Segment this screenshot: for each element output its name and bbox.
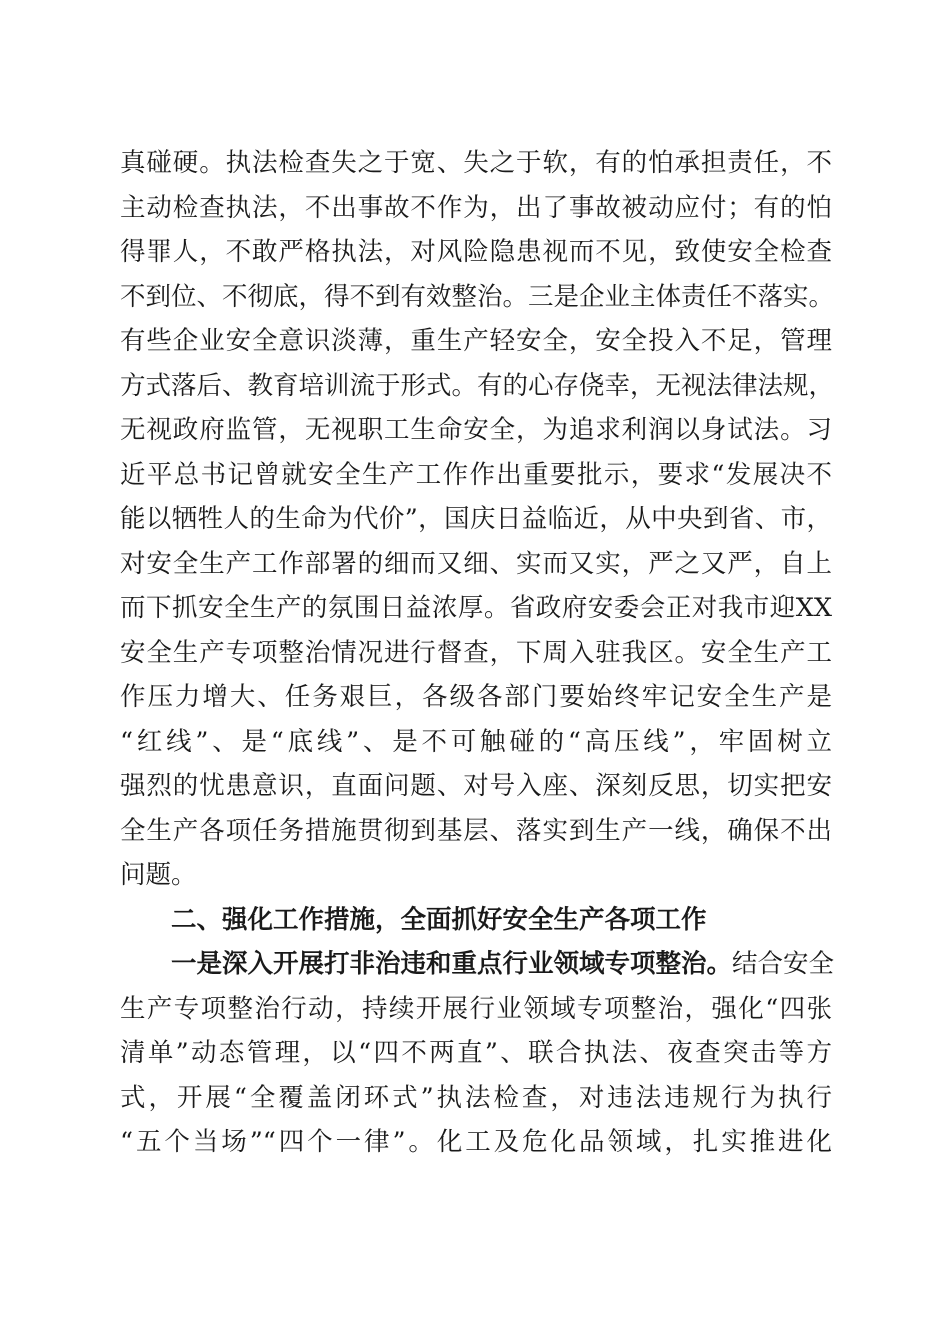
text-line: 强烈的忧患意识，直面问题、对号入座、深刻反思，切实把安 bbox=[120, 771, 832, 801]
text-line: 问题。 bbox=[120, 860, 197, 890]
text-line-first bbox=[120, 942, 835, 987]
text-line: “五个当场”“四个一律”。化工及危化品领域，扎实推进化 bbox=[120, 1127, 832, 1157]
text-line: 方式落后、教育培训流于形式。有的心存侥幸，无视法律法规， bbox=[120, 370, 835, 401]
document-body bbox=[120, 141, 835, 1165]
text-line: 无视政府监管，无视职工生命安全，为追求利润以身试法。习 bbox=[120, 415, 832, 445]
text-line: 清单”动态管理，以“四不两直”、联合执法、夜查突击等方 bbox=[120, 1038, 832, 1068]
text-line: 生产专项整治行动，持续开展行业领域专项整治，强化“四张 bbox=[120, 993, 832, 1024]
text-line: 安全生产专项整治情况进行督查，下周入驻我区。安全生产工 bbox=[120, 637, 832, 668]
text-line: “红线”、是“底线”、是不可触碰的“高压线”，牢固树立 bbox=[120, 726, 832, 757]
paragraph-section-2 bbox=[120, 942, 835, 1165]
text-line: 近平总书记曾就安全生产工作作出重要批示，要求“发展决不 bbox=[120, 459, 832, 490]
text-line: 主动检查执法，不出事故不作为，出了事故被动应付；有的怕 bbox=[120, 192, 832, 223]
text-line: 有些企业安全意识淡薄，重生产轻安全，安全投入不足，管理 bbox=[120, 326, 832, 356]
paragraph-lead: 一是深入开展打非治违和重点行业领域专项整治。 bbox=[171, 949, 733, 979]
text-line: 作压力增大、任务艰巨，各级各部门要始终牢记安全生产是 bbox=[120, 682, 832, 712]
text-line: 式，开展“全覆盖闭环式”执法检查，对违法违规行为执行 bbox=[120, 1082, 832, 1113]
text-line: 全生产各项任务措施贯彻到基层、落实到生产一线，确保不出 bbox=[120, 815, 832, 846]
paragraph-continued bbox=[120, 141, 835, 898]
text-line: 真碰硬。执法检查失之于宽、失之于软，有的怕承担责任，不 bbox=[120, 148, 832, 178]
text-line: 能以牺牲人的生命为代价”，国庆日益临近，从中央到省、市， bbox=[120, 504, 832, 534]
text-line: 而下抓安全生产的氛围日益浓厚。省政府安委会正对我市迎XX bbox=[120, 593, 832, 623]
text-line: 得罪人，不敢严格执法，对风险隐患视而不见，致使安全检查 bbox=[120, 237, 832, 267]
section-heading: 二、强化工作措施，全面抓好安全生产各项工作 bbox=[171, 904, 707, 935]
text-line: 对安全生产工作部署的细而又细、实而又实，严之又严，自上 bbox=[120, 548, 832, 579]
text-line: 不到位、不彻底，得不到有效整治。三是企业主体责任不落实。 bbox=[120, 281, 835, 312]
text-fragment: 结合安全 bbox=[732, 949, 835, 979]
